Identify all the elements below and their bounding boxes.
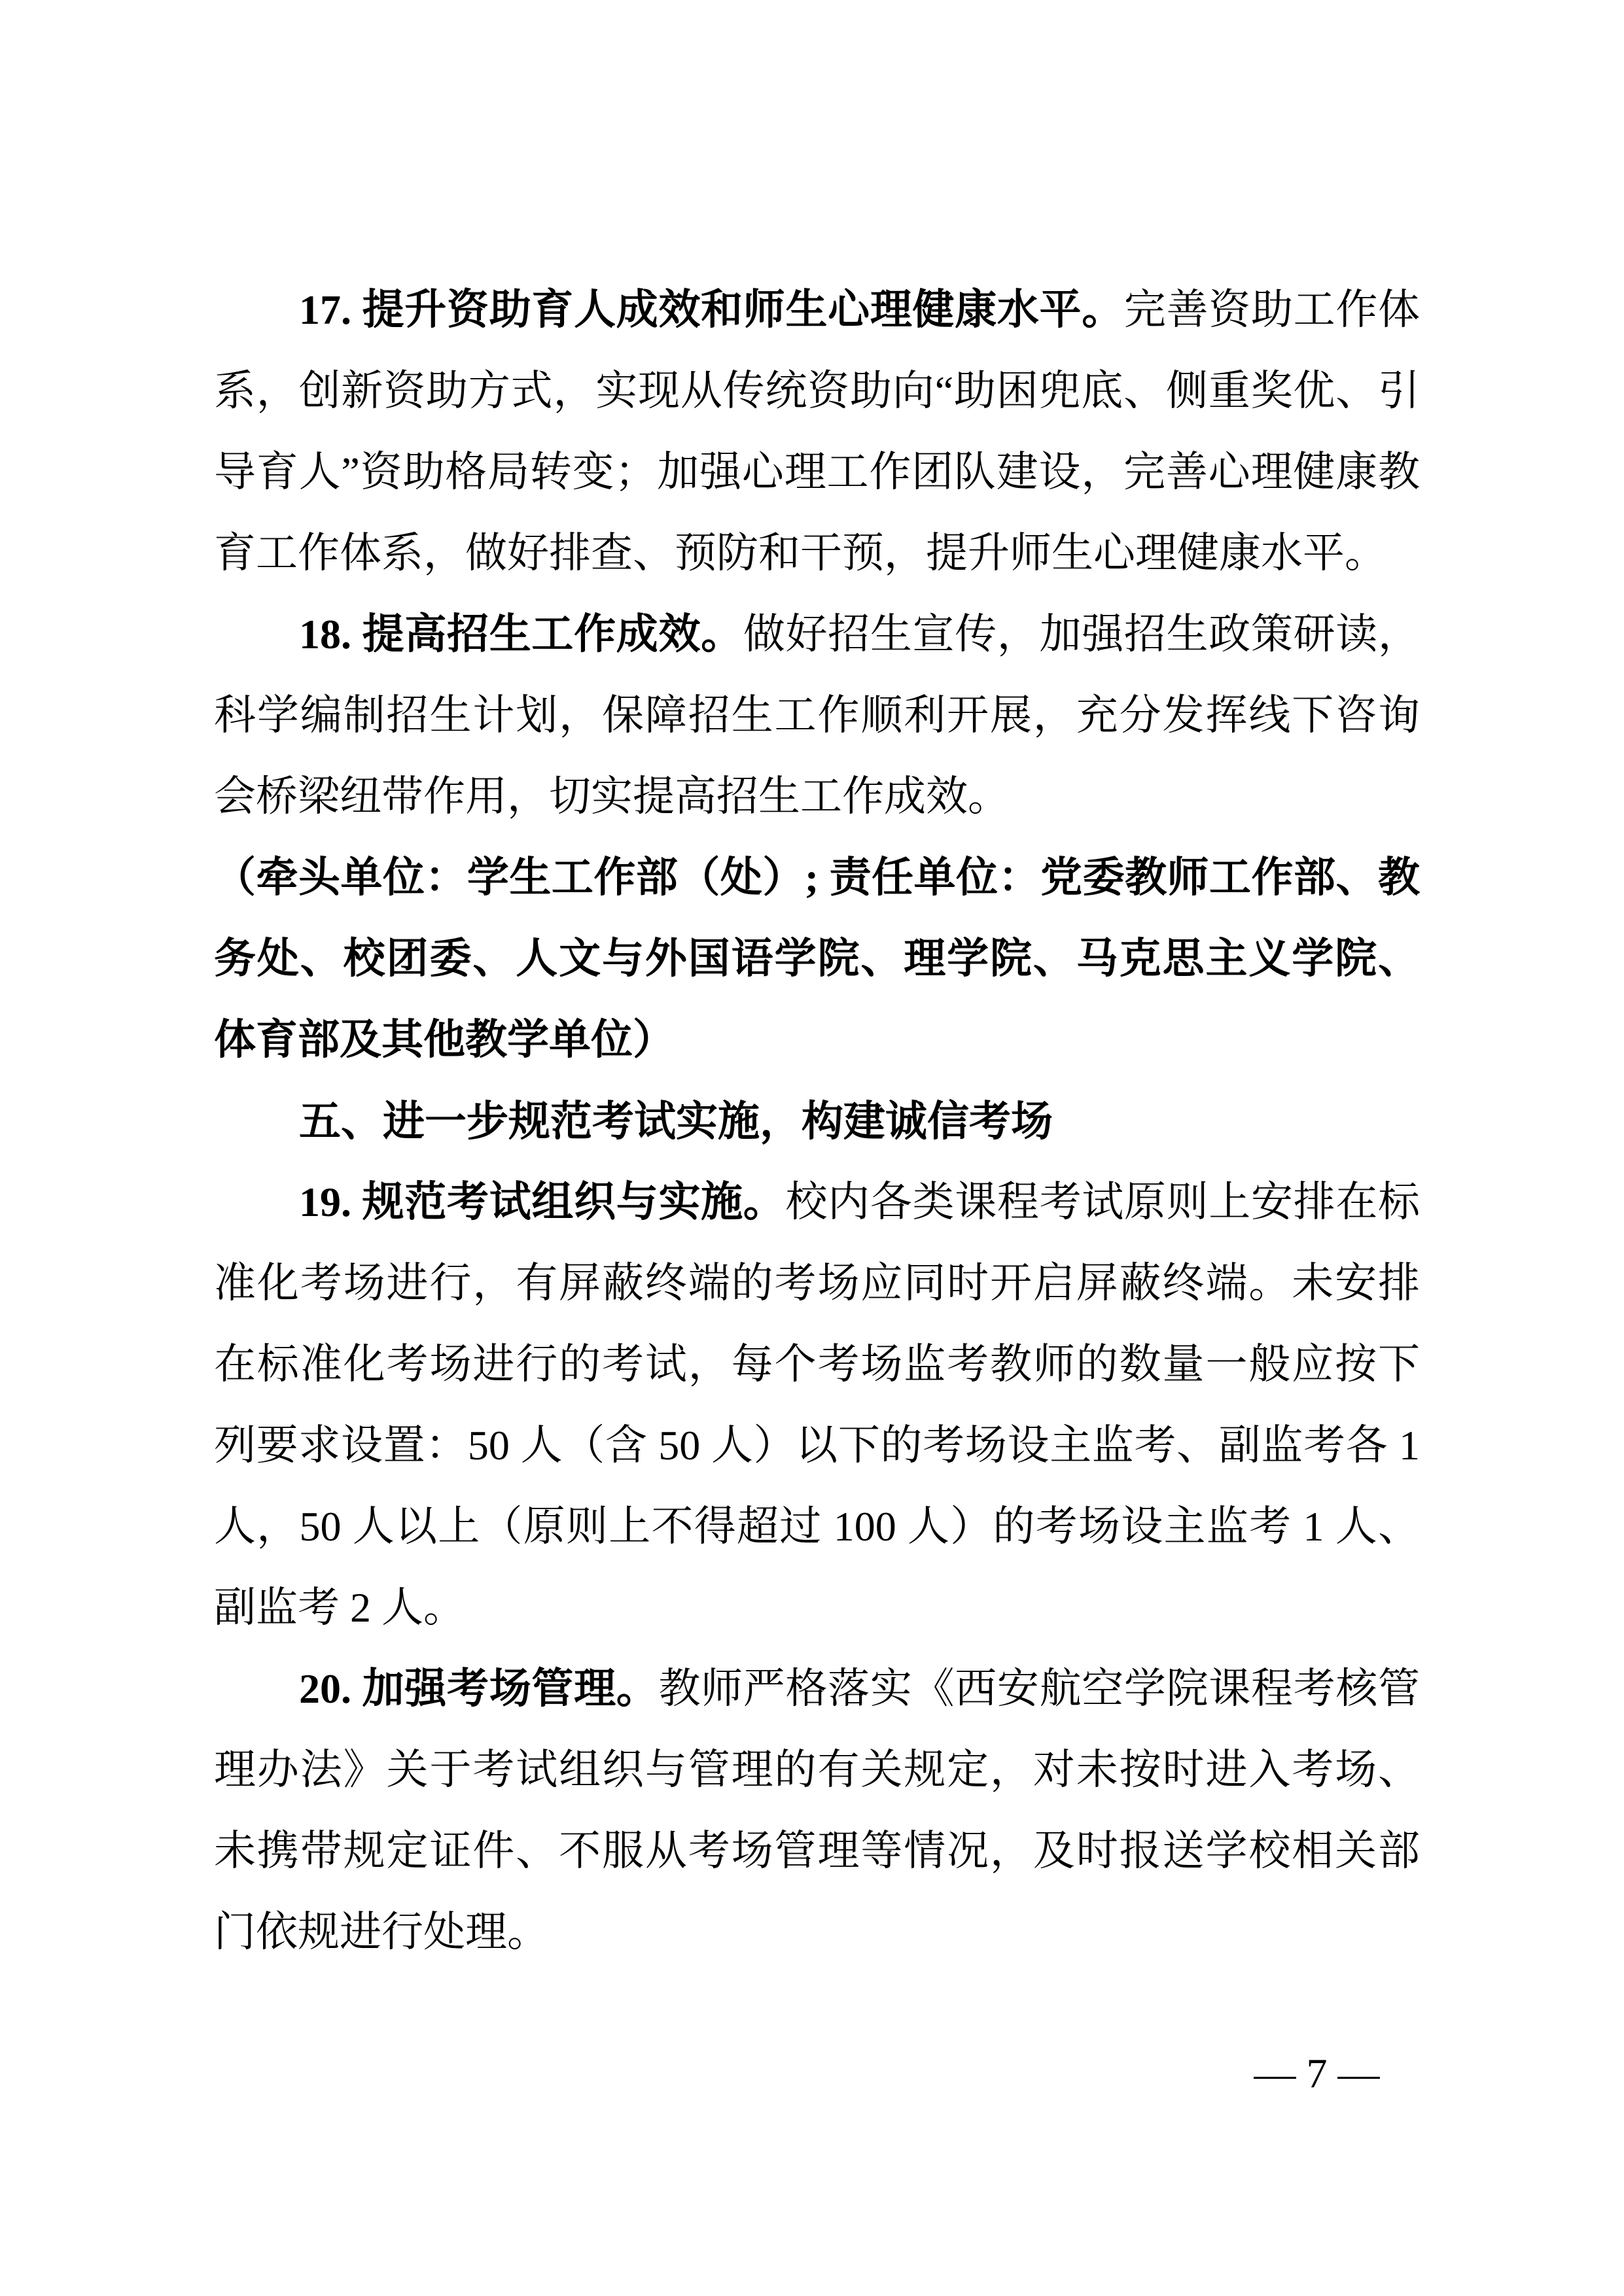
responsible-units-text: （牵头单位：学生工作部（处）; 责任单位：党委教师工作部、教务处、校团委、人文与外国语学院、理学院、马克思主义学院、体育部及其他教学单位） [214, 854, 1420, 1063]
paragraph-20 [214, 1648, 1420, 1973]
document-body [214, 270, 1420, 1973]
paragraph-17-bold-lead: 17. 提升资助育人成效和师生心理健康水平。 [299, 287, 1124, 333]
paragraph-19-bold-lead: 19. 规范考试组织与实施。 [299, 1179, 786, 1225]
paragraph-19-body-text: 校内各类课程考试原则上安排在标准化考场进行，有屏蔽终端的考场应同时开启屏蔽终端。未安排在标准化考场进行的考试，每个考场监考教师的数量一般应按下列要求设置：50 人（含 50 人）以下的考场设主监考、副监考各 1 人，50 人以上（原则上不得超过 100 人）的考场设主监考 1 人、副监考 2 人。 [214, 1179, 1421, 1631]
paragraph-17 [214, 270, 1420, 594]
paragraph-20-body-text: 教师严格落实《西安航空学院课程考核管理办法》关于考试组织与管理的有关规定，对未按时进入考场、未携带规定证件、不服从考场管理等情况，及时报送学校相关部门依规进行处理。 [214, 1665, 1421, 1955]
paragraph-17-body-text: 完善资助工作体系，创新资助方式，实现从传统资助向“助困兜底、侧重奖优、引导育人”资助格局转变；加强心理工作团队建设，完善心理健康教育工作体系，做好排查、预防和干预，提升师生心理健康水平。 [214, 287, 1421, 576]
paragraph-18 [214, 594, 1420, 837]
responsible-units-note [214, 837, 1420, 1081]
paragraph-20-bold-lead: 20. 加强考场管理。 [299, 1665, 659, 1712]
paragraph-18-body-text: 做好招生宣传，加强招生政策研读，科学编制招生计划，保障招生工作顺利开展，充分发挥线下咨询会桥梁纽带作用，切实提高招生工作成效。 [214, 611, 1421, 820]
section-5-heading-text: 五、进一步规范考试实施，构建诚信考场 [299, 1098, 1053, 1145]
section-5-heading [214, 1081, 1420, 1162]
paragraph-19 [214, 1162, 1420, 1648]
paragraph-18-bold-lead: 18. 提高招生工作成效。 [299, 611, 743, 657]
page-number: — 7 — [1254, 2050, 1380, 2096]
